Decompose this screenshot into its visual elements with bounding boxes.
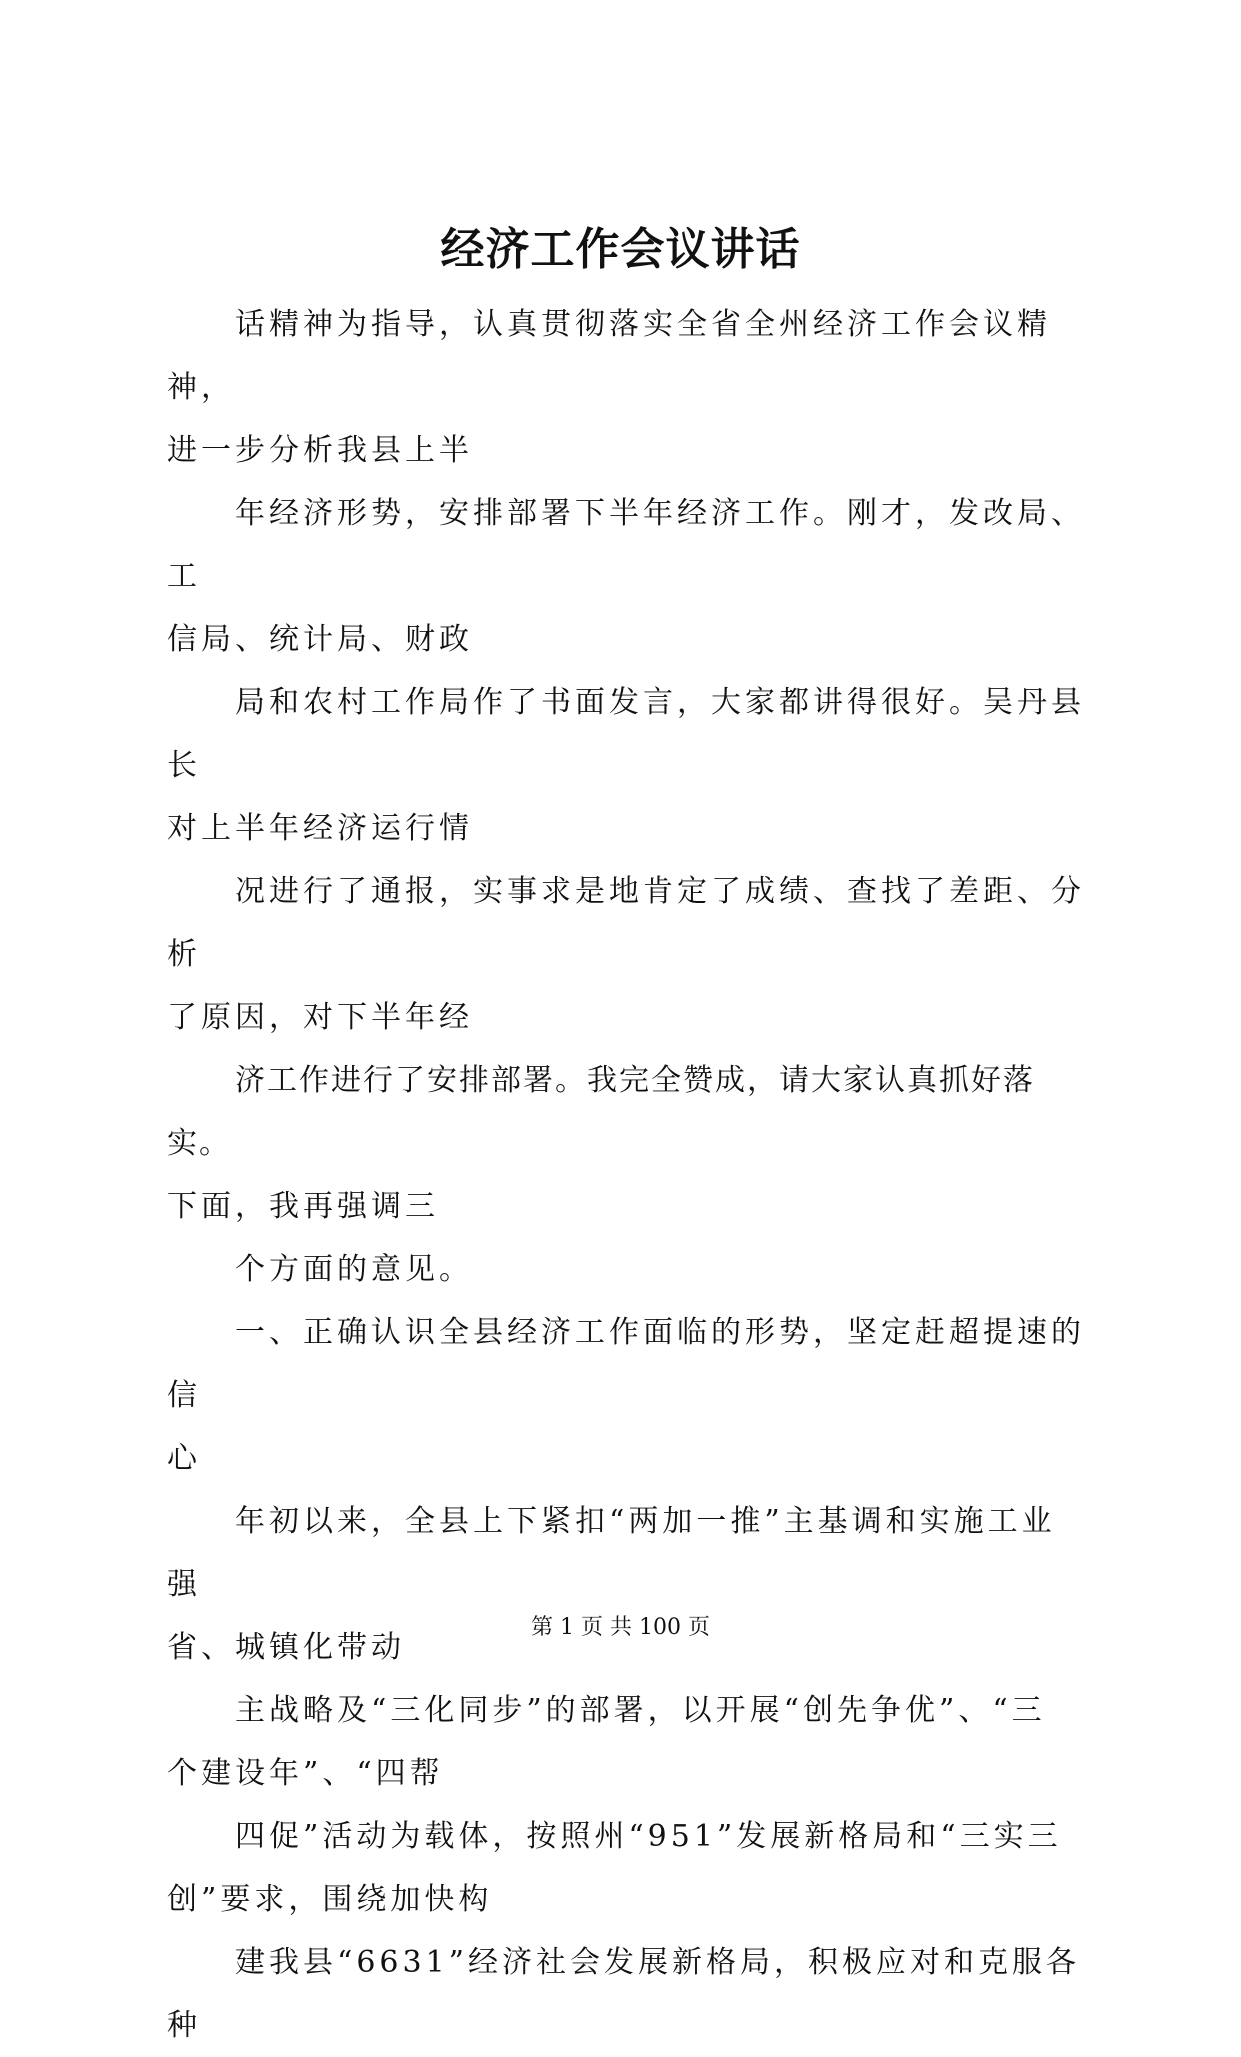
paragraph-line: 个建设年”、“四帮 (167, 1756, 444, 1791)
paragraph (167, 482, 1087, 671)
section-heading: 一、正确认识全县经济工作面临的形势，坚定赶超提速的信 (167, 1315, 1085, 1413)
paragraph-line: 信局、统计局、财政 (167, 622, 473, 657)
paragraph-line: 济工作进行了安排部署。我完全赞成，请大家认真抓好落实。 (167, 1063, 1035, 1161)
paragraph-line: 了原因，对下半年经 (167, 1000, 473, 1035)
page-footer: 第 1 页 共 100 页 (531, 1615, 710, 1640)
paragraph-line: 进一步分析我县上半 (167, 433, 473, 468)
paragraph (167, 1679, 1087, 1805)
paragraph-line: 局和农村工作局作了书面发言，大家都讲得很好。吴丹县长 (167, 685, 1085, 783)
paragraph-line: 况进行了通报，实事求是地肯定了成绩、查找了差距、分析 (167, 874, 1085, 972)
paragraph (167, 1931, 1087, 2057)
paragraph-line: 对上半年经济运行情 (167, 811, 473, 846)
paragraph-line: 下面，我再强调三 (167, 1189, 439, 1224)
paragraph (167, 1301, 1087, 1490)
document-title: 经济工作会议讲话 (440, 224, 801, 275)
document-body (167, 293, 1087, 2057)
paragraph-line: 个方面的意见。 (235, 1252, 473, 1287)
paragraph (167, 293, 1087, 482)
paragraph (167, 671, 1087, 860)
paragraph-line: 省、城镇化带动 (167, 1630, 405, 1665)
paragraph-line: 心 (167, 1441, 201, 1476)
paragraph (167, 1049, 1087, 1238)
paragraph-line: 年经济形势，安排部署下半年经济工作。刚才，发改局、工 (167, 496, 1085, 594)
paragraph (167, 860, 1087, 1049)
paragraph-line: 主战略及“三化同步”的部署，以开展“创先争优”、“三 (235, 1693, 1046, 1728)
paragraph-line: 创”要求，围绕加快构 (167, 1882, 493, 1917)
paragraph-line: 四促”活动为载体，按照州“951”发展新格局和“三实三 (235, 1819, 1062, 1854)
paragraph-line: 年初以来，全县上下紧扣“两加一推”主基调和实施工业强 (167, 1504, 1056, 1602)
paragraph-line: 建我县“6631”经济社会发展新格局，积极应对和克服各种 (167, 1945, 1081, 2043)
paragraph-line: 话精神为指导，认真贯彻落实全省全州经济工作会议精神， (167, 307, 1051, 405)
paragraph (167, 1490, 1087, 1679)
paragraph (167, 1238, 1087, 1301)
paragraph (167, 1805, 1087, 1931)
